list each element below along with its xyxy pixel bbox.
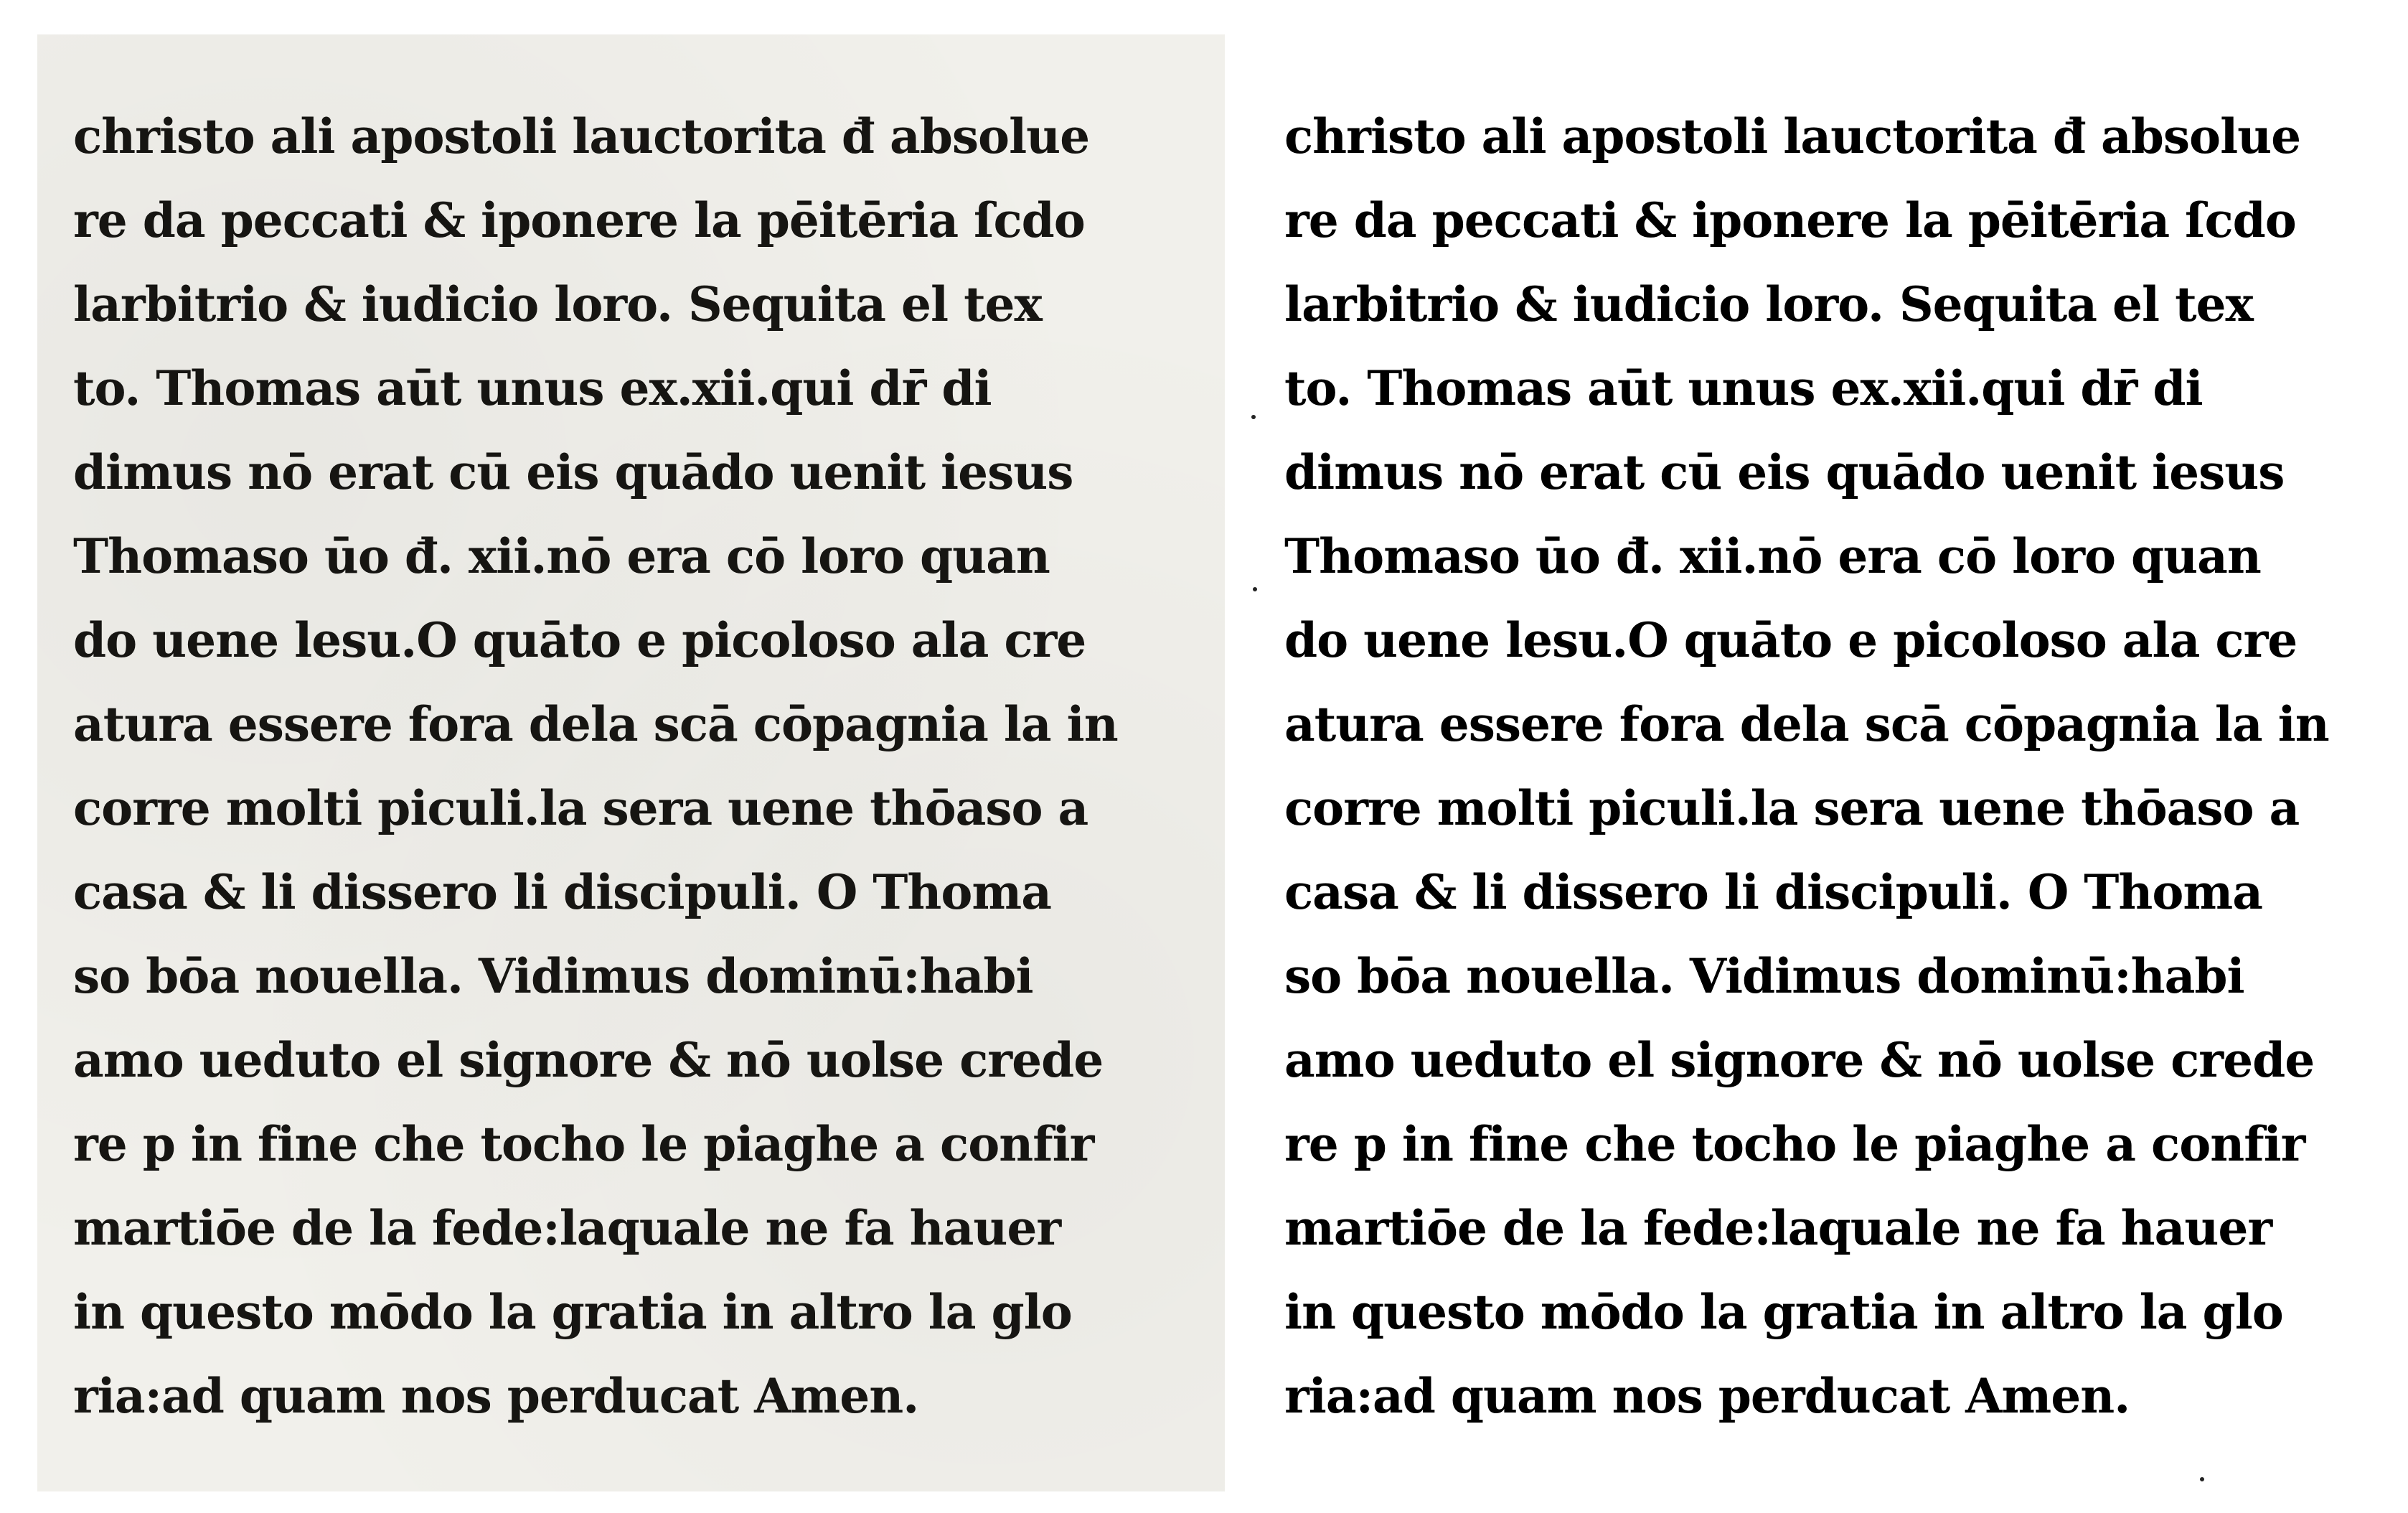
text-line: amo ueduto el signore & nō uolse crede — [1284, 1032, 2315, 1088]
text-line: corre molti piculi.la sera uene thōaso a — [1284, 780, 2300, 836]
ink-speck — [1251, 415, 1256, 419]
text-line: so bōa nouella. Vidimus dominū:habi — [73, 948, 1033, 1004]
text-line: ria:ad quam nos perducat Amen. — [73, 1368, 919, 1424]
text-line: corre molti piculi.la sera uene thōaso a — [73, 780, 1088, 836]
text-line: to. Thomas aūt unus ex.xii.qui dr̄ di — [1284, 360, 2203, 416]
text-line: Thomaso ūo đ. xii.nō era cō loro quan — [73, 528, 1050, 584]
text-line: re da peccati & iponere la pēitēria ſcdo — [73, 192, 1085, 248]
text-line: christo ali apostoli lauctorita đ absolue — [1284, 108, 2301, 164]
text-line: amo ueduto el signore & nō uolse crede — [73, 1032, 1104, 1088]
text-line: do uene lesu.O quāto e picoloso ala cre — [73, 612, 1086, 668]
binarized-panel — [1248, 34, 2408, 1491]
text-line: martiōe de la fede:laquale ne fa hauer — [1284, 1200, 2272, 1256]
text-line: in questo mōdo la gratia in altro la glo — [1284, 1284, 2283, 1340]
text-line: atura essere fora dela scā cōpagnia la in — [73, 696, 1118, 752]
text-line: casa & li dissero li discipuli. O Thoma — [1284, 864, 2263, 920]
original-scan-panel — [37, 34, 1225, 1491]
text-line: so bōa nouella. Vidimus dominū:habi — [1284, 948, 2244, 1004]
text-line: christo ali apostoli lauctorita đ absolue — [73, 108, 1090, 164]
text-line: Thomaso ūo đ. xii.nō era cō loro quan — [1284, 528, 2261, 584]
text-line: dimus nō erat cū eis quādo uenit iesus — [1284, 444, 2285, 500]
original-text-block — [73, 95, 1225, 1438]
text-line: larbitrio & iudicio loro. Sequita el tex — [1284, 276, 2253, 332]
binarized-text-block — [1284, 95, 2408, 1438]
ink-speck — [1253, 587, 1257, 591]
ink-speck — [2200, 1477, 2204, 1481]
text-line: in questo mōdo la gratia in altro la glo — [73, 1284, 1072, 1340]
text-line: dimus nō erat cū eis quādo uenit iesus — [73, 444, 1073, 500]
text-line: atura essere fora dela scā cōpagnia la in — [1284, 696, 2329, 752]
text-line: casa & li dissero li discipuli. O Thoma — [73, 864, 1052, 920]
text-line: re da peccati & iponere la pēitēria ſcdo — [1284, 192, 2296, 248]
text-line: to. Thomas aūt unus ex.xii.qui dr̄ di — [73, 360, 992, 416]
text-line: re p in fine che tocho le piaghe a confir — [1284, 1116, 2305, 1172]
text-line: do uene lesu.O quāto e picoloso ala cre — [1284, 612, 2298, 668]
text-line: martiōe de la fede:laquale ne fa hauer — [73, 1200, 1061, 1256]
text-line: ria:ad quam nos perducat Amen. — [1284, 1368, 2130, 1424]
text-line: larbitrio & iudicio loro. Sequita el tex — [73, 276, 1042, 332]
text-line: re p in fine che tocho le piaghe a confir — [73, 1116, 1094, 1172]
